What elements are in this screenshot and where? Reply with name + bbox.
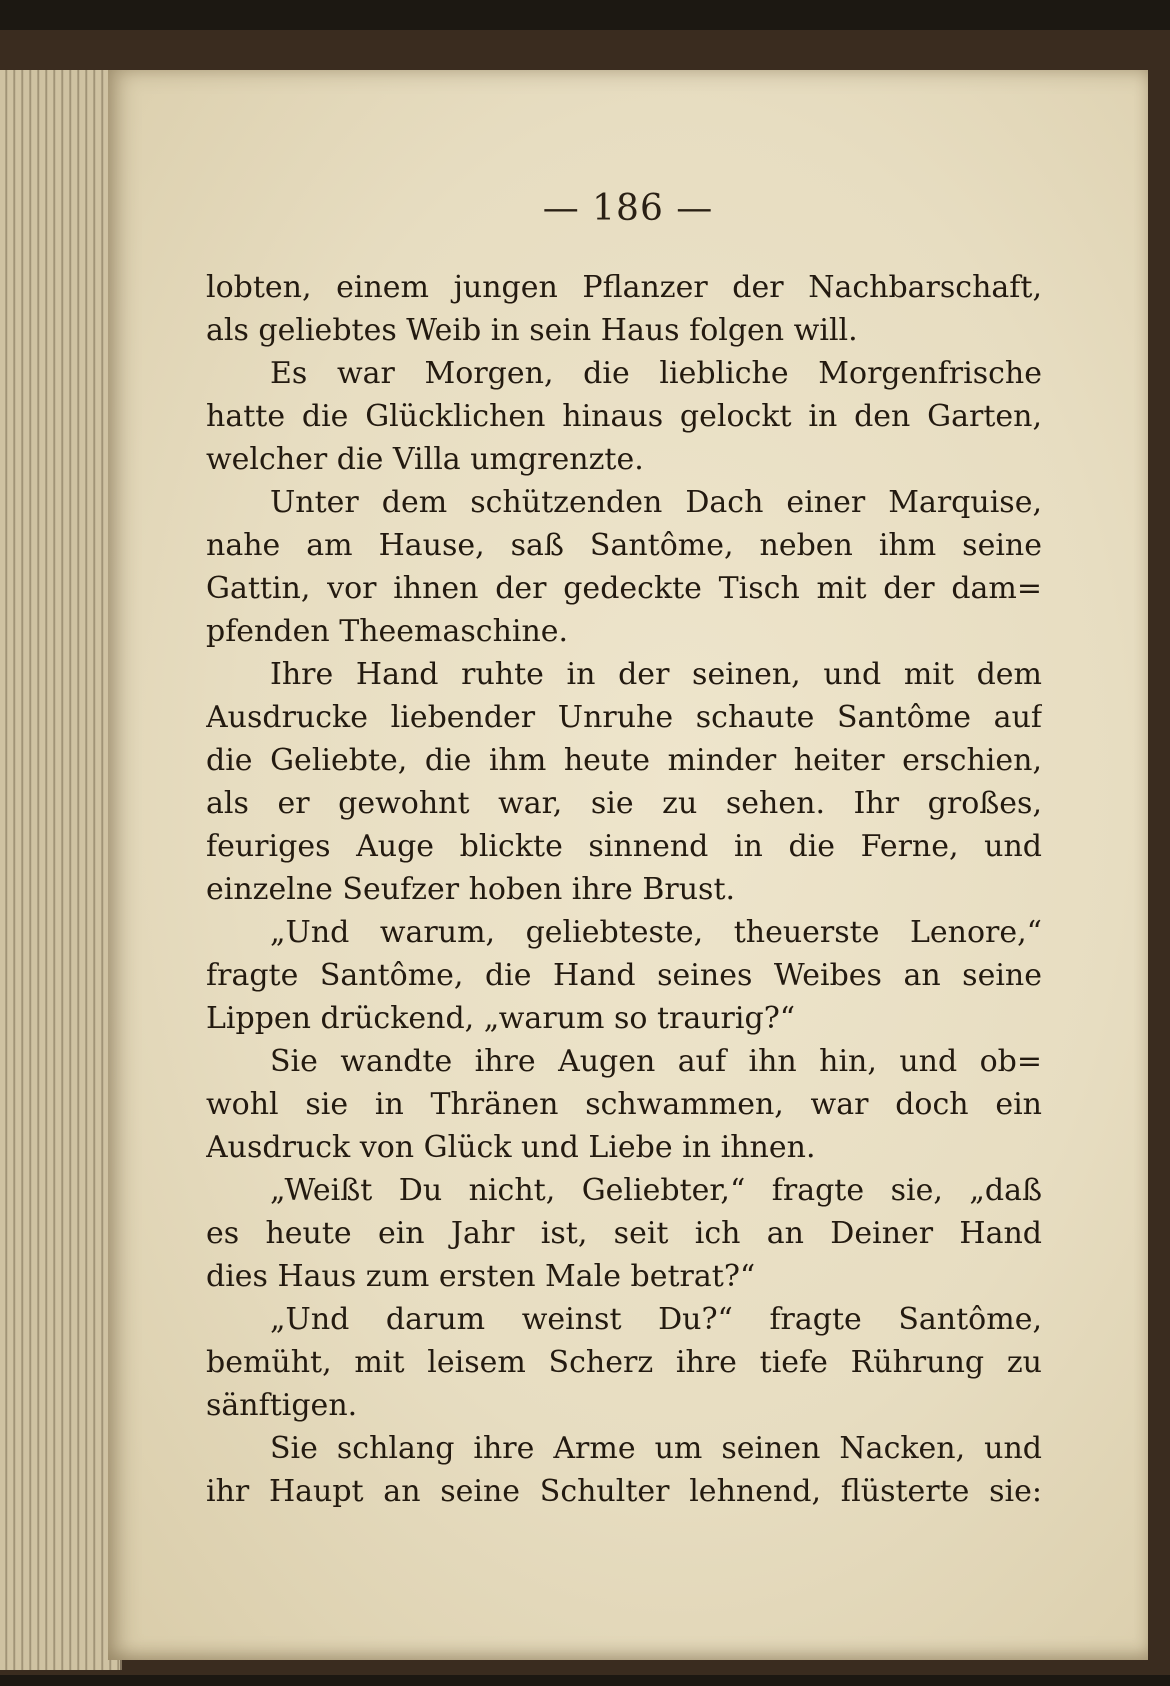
text-line: bemüht, mit leisem Scherz ihre tiefe Rührung zu <box>206 1345 1042 1380</box>
text-line: als er gewohnt war, sie zu sehen. Ihr großes, <box>206 786 1042 821</box>
book-page <box>108 70 1148 1660</box>
text-line: dies Haus zum ersten Male betrat?“ <box>206 1259 756 1294</box>
body-text <box>206 266 1042 1513</box>
text-line: welcher die Villa umgrenzte. <box>206 442 644 477</box>
text-line: wohl sie in Thränen schwammen, war doch ein <box>206 1087 1042 1122</box>
text-line: Sie wandte ihre Augen auf ihn hin, und ob= <box>270 1044 1042 1079</box>
text-line: Ihre Hand ruhte in der seinen, und mit dem <box>270 657 1042 692</box>
text-line: Es war Morgen, die liebliche Morgenfrische <box>270 356 1042 391</box>
text-line: Lippen drückend, „warum so traurig?“ <box>206 1001 796 1036</box>
text-line: Sie schlang ihre Arme um seinen Nacken, und <box>270 1431 1042 1466</box>
text-line: nahe am Hause, saß Santôme, neben ihm seine <box>206 528 1042 563</box>
text-line: lobten, einem jungen Pflanzer der Nachbarschaft, <box>206 270 1042 305</box>
text-line: Gattin, vor ihnen der gedeckte Tisch mit der dam= <box>206 571 1042 606</box>
text-line: einzelne Seufzer hoben ihre Brust. <box>206 872 736 907</box>
text-line: hatte die Glücklichen hinaus gelockt in den Garten, <box>206 399 1042 434</box>
text-line: Unter dem schützenden Dach einer Marquise, <box>270 485 1042 520</box>
text-line: Ausdrucke liebender Unruhe schaute Santôme auf <box>206 700 1042 735</box>
book-spread <box>0 30 1170 1675</box>
text-line: Ausdruck von Glück und Liebe in ihnen. <box>206 1130 816 1165</box>
text-line: fragte Santôme, die Hand seines Weibes an seine <box>206 958 1042 993</box>
page-edges <box>0 70 122 1670</box>
text-line: sänftigen. <box>206 1388 358 1423</box>
text-line: ihr Haupt an seine Schulter lehnend, flüsterte sie: <box>206 1474 1042 1509</box>
text-line: pfenden Theemaschine. <box>206 614 569 649</box>
text-line: feuriges Auge blickte sinnend in die Ferne, und <box>206 829 1042 864</box>
text-line: „Und darum weinst Du?“ fragte Santôme, <box>270 1302 1042 1337</box>
text-line: „Weißt Du nicht, Geliebter,“ fragte sie, „daß <box>270 1173 1042 1208</box>
text-line: „Und warum, geliebteste, theuerste Lenore,“ <box>270 915 1042 950</box>
page-number: — 186 — <box>542 188 714 229</box>
text-line: als geliebtes Weib in sein Haus folgen will. <box>206 313 858 348</box>
text-line: es heute ein Jahr ist, seit ich an Deiner Hand <box>206 1216 1042 1251</box>
text-line: die Geliebte, die ihm heute minder heiter erschien, <box>206 743 1042 778</box>
